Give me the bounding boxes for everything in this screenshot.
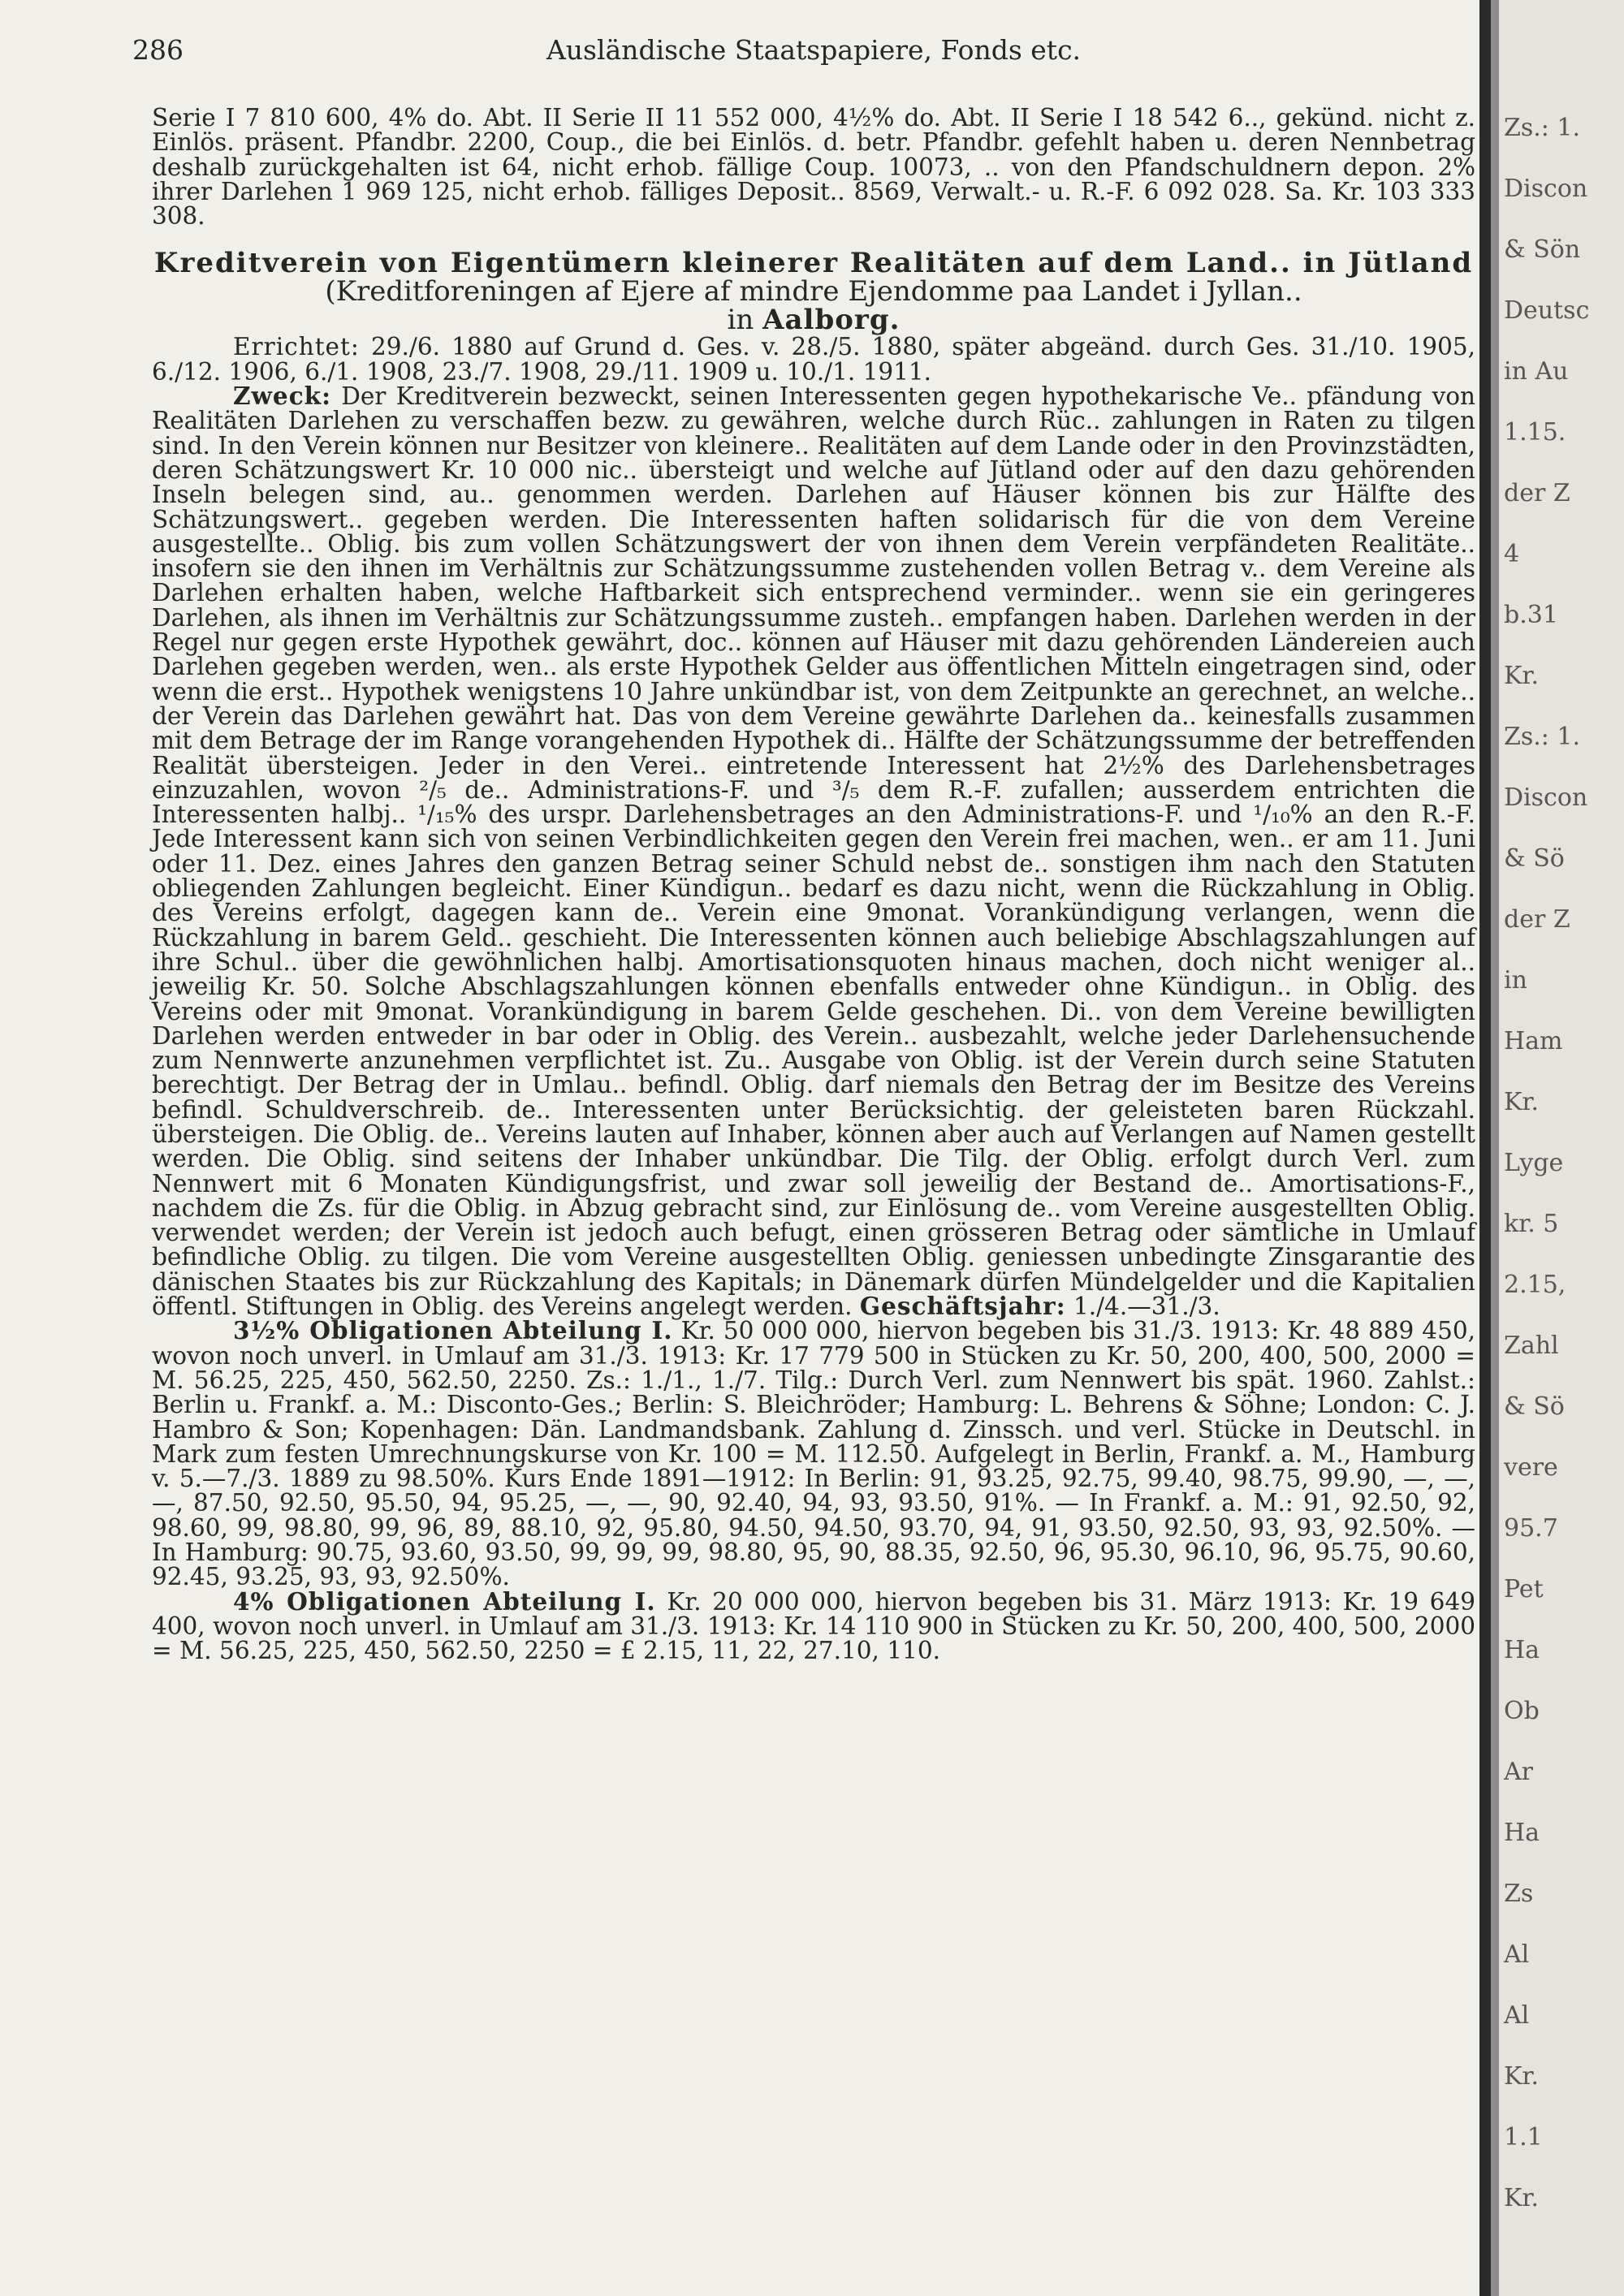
adjacent-page-strip	[1499, 0, 1624, 2296]
bond-2-text: Kr. 20 000 000, hiervon begeben bis 31. März 1913: Kr. 19 649 400, wovon noch unverl. in Umlauf am 31./3. 1913: Kr. 14 110 900 in Stücken zu Kr. 50, 200, 400, 500, 2000 = M. 56.25, 225, 450, 562.50, 2250 = £ 2.15, 11, 22, 27.10, 110.	[152, 1587, 1475, 1665]
entry-heading	[152, 247, 1475, 337]
adjacent-page-fragment: Ar	[1504, 1758, 1534, 1786]
adjacent-page-fragment: & Sön	[1504, 235, 1581, 264]
adjacent-page-fragment: 1.15.	[1504, 418, 1566, 447]
entry-place-prefix: in	[727, 304, 754, 337]
running-title: Ausländische Staatspapiere, Fonds etc.	[546, 34, 1082, 66]
adjacent-page-fragment: & Sö	[1504, 1392, 1565, 1421]
adjacent-page-fragment: Al	[1504, 1940, 1530, 1969]
adjacent-page-fragment: in	[1504, 966, 1527, 995]
page-content	[132, 34, 1475, 2275]
adjacent-page-fragment: Zs	[1504, 1880, 1534, 1908]
adjacent-page-fragment: 2.15,	[1504, 1271, 1566, 1299]
adjacent-page-fragment: Kr.	[1504, 1088, 1539, 1116]
purpose-text: Der Kreditverein bezweckt, seinen Interessenten gegen hypothekarische Ve.. pfändung von Realitäten Darlehen zu verschaffen bezw. zu gewähren, welche durch Rüc.. zahlungen in Raten zu tilgen sind. In den Verein können nur Besitzer von kleinere.. Realitäten auf dem Lande oder in den Provinzstädten, deren Schätzungswert Kr. 10 000 nic.. übersteigt und welche auf Jütland oder auf den dazu gehörenden Inseln belegen sind, au.. genommen werden. Darlehen auf Häuser können bis zur Hälfte des Schätzungswert.. gegeben werden. Die Interessenten haften solidarisch für die von dem Vereine ausgestellte.. Oblig. bis zum vollen Schätzungswert der von ihnen dem Verein verpfändeten Realitäte.. insofern sie den ihnen im Verhältnis zur Schätzungssumme zustehenden vollen Betrag v.. dem Vereine als Darlehen erhalten haben, welche Haftbarkeit sich entsprechend verminder.. wenn sie ein geringeres Darlehen, als ihnen im Verhältnis zur Schätzungssumme zusteh.. empfangen haben. Darlehen werden in der Regel nur gegen erste Hypothek gewährt, doc.. können auf Häuser mit dazu gehörenden Ländereien auch Darlehen gegeben werden, wen.. als erste Hypothek Gelder aus öffentlichen Mitteln eingetragen sind, oder wenn die erst.. Hypothek wenigstens 10 Jahre unkündbar ist, von dem Zeitpunkte an gerechnet, an welche.. der Verein das Darlehen gewährt hat. Das von dem Vereine gewährte Darlehen da.. keinesfalls zusammen mit dem Betrage der im Range vorangehenden Hypothek di.. Hälfte der Schätzungssumme der betreffenden Realität übersteigen. Jeder in den Verei.. eintretende Interessent hat 2½% des Darlehensbetrages einzuzahlen, wovon ²/₅ de.. Administrations-F. und ³/₅ dem R.-F. zufallen; ausserdem entrichten die Interessenten halbj.. ¹/₁₅% des urspr. Darlehensbetrages an den Administrations-F. und ¹/₁₀% an den R.-F. Jede Interessent kann sich von seinen Verbindlichkeiten gegen den Verein frei machen, wen.. er am 11. Juni oder 11. Dez. eines Jahres den ganzen Betrag seiner Schuld nebst de.. sonstigen ihm nach den Statuten obliegenden Zahlungen begleicht. Einer Kündigun.. bedarf es dazu nicht, wenn die Rückzahlung in Oblig. des Vereins erfolgt, dagegen kann de.. Verein eine 9monat. Vorankündigung verlangen, wenn die Rückzahlung in barem Geld.. geschieht. Die Interessenten können auch beliebige Abschlagszahlungen auf ihre Schul.. über die gewöhnlichen halbj. Amortisationsquoten hinaus machen, doch nicht weniger al.. jeweilig Kr. 50. Solche Abschlagszahlungen können ebenfalls entweder ohne Kündigun.. in Oblig. des Vereins oder mit 9monat. Vorankündigung in barem Gelde geschehen. Di.. von dem Vereine bewilligten Darlehen werden entweder in bar oder in Oblig. des Verein.. ausbezahlt, welche jeder Darlehensuchende zum Nennwerte anzunehmen verpflichtet ist. Zu.. Ausgabe von Oblig. ist der Verein durch seine Statuten berechtigt. Der Betrag der in Umlau.. befindl. Oblig. darf niemals den Betrag der im Besitze des Vereins befindl. Schuldverschreib. de.. Interessenten unter Berücksichtig. der geleisteten baren Rückzahl. übersteigen. Die Oblig. de.. Vereins lauten auf Inhaber, können aber auch auf Verlangen auf Namen gestellt werden. Die Oblig. sind seitens der Inhaber unkündbar. Die Tilg. der Oblig. erfolgt durch Verl. zum Nennwert mit 6 Monaten Kündigungsfrist, und zwar soll jeweilig der Bestand de.. Amortisations-F., nachdem die Zs. für die Oblig. in Abzug gebracht sind, zur Einlösung de.. vom Vereine ausgestellten Oblig. verwendet werden; der Verein ist jedoch auch befugt, einen grösseren Betrag oder sämtliche in Umlauf befindliche Oblig. zu tilgen. Die vom Vereine ausgestellten Oblig. geniessen unbedingte Zinsgarantie des dänischen Staates bis zur Rückzahlung des Kapitals; in Dänemark dürfen Mündelgelder und die Kapitalien öffentl. Stiftungen in Oblig. des Vereins angelegt werden.	[152, 382, 1475, 1321]
adjacent-page-fragment: Ha	[1504, 1636, 1540, 1664]
fiscal-year-label: Geschäftsjahr:	[859, 1292, 1066, 1321]
adjacent-page-fragment: Zahl	[1504, 1331, 1559, 1360]
founded-text: 29./6. 1880 auf Grund d. Ges. v. 28./5. 1880, später abgeänd. durch Ges. 31./10. 1905, 6./12. 1906, 6./1. 1908, 23./7. 1908, 29./11. 1909 u. 10./1. 1911.	[152, 333, 1475, 386]
adjacent-page-fragment: Kr.	[1504, 662, 1539, 690]
adjacent-page-fragment: Ham	[1504, 1027, 1563, 1055]
page-number: 286	[132, 34, 184, 66]
adjacent-page-fragment: Ha	[1504, 1819, 1540, 1847]
adjacent-page-fragment: 1.1	[1504, 2123, 1543, 2151]
bond-1-text: Kr. 50 000 000, hiervon begeben bis 31./3. 1913: Kr. 48 889 450, wovon noch unverl. in Umlauf am 31./3. 1913: Kr. 17 779 500 in Stücken zu Kr. 50, 200, 400, 500, 2000 = M. 56.25, 225, 450, 562.50, 2250. Zs.: 1./1., 1./7. Tilg.: Durch Verl. zum Nennwert bis spät. 1960. Zahlst.: Berlin u. Frankf. a. M.: Disconto-Ges.; Berlin: S. Bleichröder; Hamburg: L. Behrens & Söhne; London: C. J. Hambro & Son; Kopenhagen: Dän. Landmandsbank. Zahlung d. Zinssch. und verl. Stücke in Deutschl. in Mark zum festen Umrechnungskurse von Kr. 100 = M. 112.50. Aufgelegt in Berlin, Frankf. a. M., Hamburg v. 5.—7./3. 1889 zu 98.50%. Kurs Ende 1891—1912: In Berlin: 91, 93.25, 92.75, 99.40, 98.75, 99.90, —, —, —, 87.50, 92.50, 95.50, 94, 95.25, —, —, 90, 92.40, 94, 93, 93.50, 91%. — In Frankf. a. M.: 91, 92.50, 92, 98.60, 99, 98.80, 99, 96, 89, 88.10, 92, 95.80, 94.50, 94.50, 93.70, 94, 91, 93.50, 92.50, 93, 93, 92.50%. — In Hamburg: 90.75, 93.60, 93.50, 99, 99, 99, 98.80, 95, 90, 88.35, 92.50, 96, 95.30, 96.10, 96, 95.75, 90.60, 92.45, 93.25, 93, 93, 92.50%.	[152, 1317, 1475, 1591]
bond-1-label: 3½% Obligationen Abteilung I.	[233, 1316, 673, 1345]
entry-subtitle: (Kreditforeningen af Ejere af mindre Ejendomme paa Landet i Jyllan..	[325, 275, 1302, 309]
adjacent-page-fragment: Kr.	[1504, 2062, 1539, 2091]
adjacent-page-fragment: 4	[1504, 540, 1520, 568]
adjacent-page-fragment: Zs.: 1.	[1504, 114, 1581, 142]
adjacent-page-fragment: Deutsc	[1504, 296, 1590, 325]
previous-entry-continuation: Serie I 7 810 600, 4% do. Abt. II Serie II 11 552 000, 4½% do. Abt. II Serie I 18 542 6.., gekünd. nicht z. Einlös. präsent. Pfandbr. 2200, Coup., die bei Einlös. d. betr. Pfandbr. gefehlt haben u. deren Nennbetrag deshalb zurückgehalten ist 64, nicht erhob. fällige Coup. 10073, .. von den Pfandschuldnern depon. 2% ihrer Darlehen 1 969 125, nicht erhob. fälliges Deposit.. 8569, Verwalt.- u. R.-F. 6 092 028. Sa. Kr. 103 333 308.	[152, 104, 1475, 231]
founded-label: Errichtet:	[233, 333, 360, 361]
bond-section-2	[152, 1586, 1475, 1665]
purpose-label: Zweck:	[233, 382, 331, 411]
adjacent-page-fragment: Pet	[1504, 1575, 1544, 1603]
adjacent-page-fragment: Ob	[1504, 1697, 1540, 1725]
adjacent-page-fragment: in Au	[1504, 357, 1569, 386]
adjacent-page-fragment: vere	[1504, 1453, 1558, 1482]
adjacent-page-fragment: Discon	[1504, 783, 1588, 812]
adjacent-page-fragment: Zs.: 1.	[1504, 723, 1581, 751]
adjacent-page-fragment: Kr.	[1504, 2184, 1539, 2212]
adjacent-page-fragment: Discon	[1504, 175, 1588, 203]
adjacent-page-fragment: & Sö	[1504, 844, 1565, 873]
book-spine-shadow	[1479, 0, 1491, 2296]
adjacent-page-fragment: der Z	[1504, 905, 1570, 934]
founded-paragraph	[152, 334, 1475, 384]
adjacent-page-fragment: Lyge	[1504, 1149, 1564, 1177]
adjacent-page-fragment: Al	[1504, 2001, 1530, 2030]
bond-section-1	[152, 1318, 1475, 1589]
bond-2-label: 4% Obligationen Abteilung I.	[233, 1586, 656, 1616]
adjacent-page-fragment: kr. 5	[1504, 1210, 1559, 1238]
book-gutter	[1491, 0, 1499, 2296]
fiscal-year-value: 1./4.—31./3.	[1073, 1293, 1220, 1321]
adjacent-page-fragment: der Z	[1504, 479, 1570, 507]
adjacent-page-fragment: 95.7	[1504, 1514, 1558, 1543]
running-header	[132, 34, 1475, 67]
entry-name: Kreditverein von Eigentümern kleinerer Realitäten auf dem Land.. in Jütland	[153, 247, 1474, 280]
adjacent-page-fragment: b.31	[1504, 601, 1558, 629]
entry-place: Aalborg.	[762, 304, 901, 337]
purpose-paragraph	[152, 382, 1475, 1321]
